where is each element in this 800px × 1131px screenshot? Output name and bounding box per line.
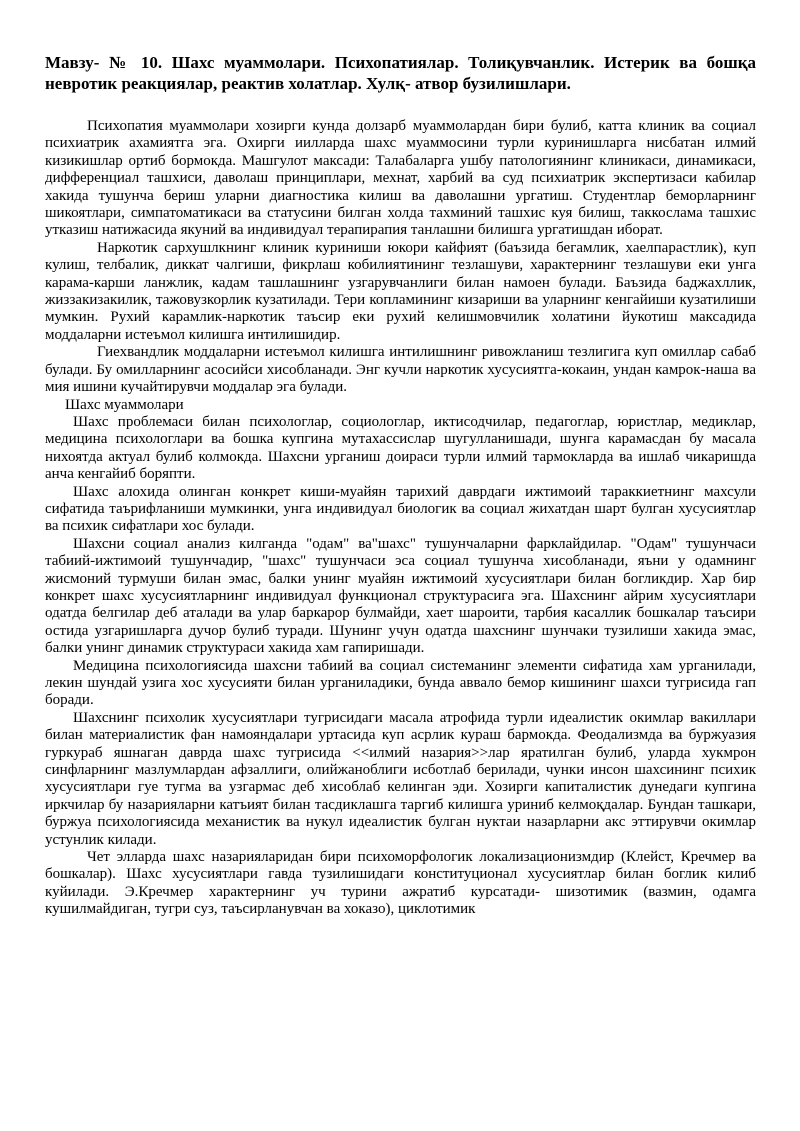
section-heading: Шахс муаммолари bbox=[65, 396, 184, 413]
paragraph: Шахснинг психолик хусусиятлари тугрисидаги масала атрофида турли идеалистик окимлар вакиллари билан материалистик фан намояндалари уртасида куп асрлик кураш бармокда. Феодализмда ва буржуазия гуркураб яшнаган даврда шахс тугрисида <<илмий назария>>лар яратилган булиб, уларда хукмрон синфларнинг мазлумлардан афзаллиги, олийжаноблиги исботлаб берилади, чунки инсон шахсининг психик хусусиятлари гуе тугма ва узгармас деб хисоблаб келинган эди. Хозирги капиталистик дунедаги купгина иркчилар бу назарияларни катъият билан тасдиклашга таргиб килишга уриниб келмоқдалар. Бундан ташкари, буржуа психологиясида механистик ва нукул идеалистик булган нуктаи назарларни акс эттирувчи окимлар устунлик килади. bbox=[45, 709, 756, 848]
paragraph: Шахс алохида олинган конкрет киши-муайян тарихий даврдаги ижтимоий тараккиетнинг махсули сифатида таърифланиши мумкинки, унга индивидуал биологик ва социал жихатдан шарт булган хусусиятлар ва психик сифатлари хос булади. bbox=[45, 483, 756, 535]
paragraph: Наркотик сархушлкнинг клиник куриниши юкори кайфият (баъзида бегамлик, хаелпарастлик), куп кулиш, телбалик, диккат чалгиши, фикрлаш кобилиятининг тезлашуви, характернинг тезлашуви еки унга карама-карши ланжлик, кадам ташлашнинг узгарувчанлиги билан намоен булади. Баъзида баджахллик, жиззакизакилик, тажовузкорлик кузатилади. Тери копламининг кизариши ва уларнинг кенгайиши кузатилиши мумкин. Рухий карамлик-наркотик таъсир еки рухий келишмовчилик холатини йукотиш максадида моддаларни истеъмол килишга интилишидир. bbox=[45, 239, 756, 343]
paragraph: Медицина психологиясида шахсни табиий ва социал системанинг элементи сифатида хам урганилади, лекин шундай узига хос хусусияти билан урганиладики, бунда аввало бемор кишининг шахси тугрисида гап боради. bbox=[45, 657, 756, 709]
document-title: Мавзу- № 10. Шахс муаммолари. Психопатиялар. Толиқувчанлик. Истерик ва бошқа невротик реакциялар, реактив холатлар. Хулқ- атвор бузилишлари. bbox=[45, 53, 756, 93]
paragraph: Чет элларда шахс назарияларидан бири психоморфологик локализационизмдир (Клейст, Кречмер ва бошкалар). Шахс хусусиятлари гавда тузилишидаги конституционал хусусиятлар билан боглик килиб куйилади. Э.Кречмер характернинг уч турини ажратиб курсатади- шизотимик (вазмин, одамга кушилмайдиган, тугри суз, таъсирланувчан ва хоказо), циклотимик bbox=[45, 849, 756, 918]
paragraph: Шахс проблемаси билан психологлар, социологлар, иктисодчилар, педагоглар, юристлар, медиклар, медицина психологлари ва бошка купгина мутахассислар шугулланишади, шунга карамасдан бу масала нихоятда актуал булиб колмокда. Шахсни урганиш доираси турли илмий тармокларда ва ишлаб чикаришда анча кенгайиб боряпти. bbox=[45, 413, 756, 483]
paragraph: Шахсни социал анализ килганда "одам" ва"шахс" тушунчаларни фарклайдилар. "Одам" тушунчаси табиий-ижтимоий тушунчадир, "шахс" тушунчаси эса социал тушунча хисобланади, яъни у одамнинг жисмоний турмуши билан эмас, балки унинг муайян ижтимоий хусусиятлари билан богликдир. Хар бир конкрет шахс хусусиятларнинг индивидуал функционал структурасига эга. Шахснинг айрим хусусиятлари одатда белгилар деб аталади ва улар баркарор булмайди, хает шароити, тарбия касаллик бошкалар таъсири остида узгаришларга дучор булиб туради. Шунинг учун одатда шахснинг шунчаки тузилиши хакида эмас, балки унинг динамик структураси хакида хам гапиришади. bbox=[45, 535, 756, 657]
paragraph: Психопатия муаммолари хозирги кунда долзарб муаммолардан бири булиб, катта клиник ва социал психиатрик ахамиятга эга. Охирги иилларда шахс муаммосини турли куринишларга нисбатан илмий кизикишлар ортиб бормокда. Машгулот максади: Талабаларга ушбу патологиянинг клиникаси, динамикаси, дифференциал ташхиси, даволаш принциплари, мехнат, харбий ва суд психиатрик экспертизаси кабилар хакида тушунча бериш уларни диагностика килиш ва даволашни ургатиш. Студентлар беморларнинг шикоятлари, симпатоматикаси ва статусини билган холда тахминий ташхис куя билиш, таккослама ташхис утказиш натижасида якуний ва индивидуал терапирапия танлашни билишга ургатишдан иборат. bbox=[45, 118, 756, 239]
paragraph: Гиехвандлик моддаларни истеъмол килишга интилишнинг ривожланиш тезлигига куп омиллар сабаб булади. Бу омилларнинг асосийси хисобланади. Энг кучли наркотик хусусиятга-кокаин, ундан камрок-наша ва мия ишини кучайтирувчи моддалар эга булади. bbox=[45, 344, 756, 396]
